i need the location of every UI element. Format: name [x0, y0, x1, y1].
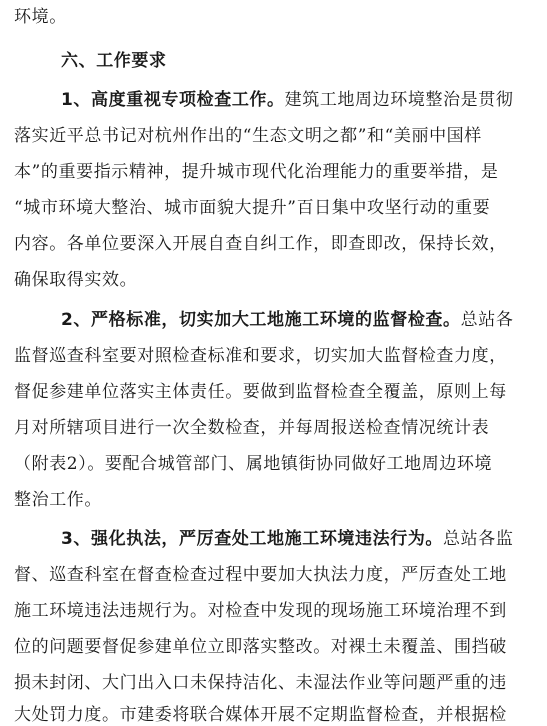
- paragraph-2-text: 总站各: [460, 310, 514, 330]
- paragraph-3-line-1: [61, 528, 513, 550]
- paragraph-2-line-3: 督促参建单位落实主体责任。要做到监督检查全覆盖，原则上每: [14, 382, 507, 402]
- paragraph-1-line-3: 本”的重要指示精神，提升城市现代化治理能力的重要举措，是: [14, 162, 499, 182]
- paragraph-2-line-2: 监督巡查科室要对照检查标准和要求，切实加大监督检查力度，: [14, 346, 507, 366]
- carryover-text: 环境。: [14, 7, 67, 27]
- paragraph-3-line-5: 损未封闭、大门出入口未保持洁化、未湿法作业等问题严重的违: [14, 673, 507, 693]
- paragraph-2-line-6: 整治工作。: [14, 490, 102, 510]
- section-heading: 六、工作要求: [61, 51, 167, 71]
- paragraph-2-line-5: （附表2）。要配合城管部门、属地镇街协同做好工地周边环境: [14, 454, 493, 474]
- paragraph-3-line-4: 位的问题要督促参建单位立即落实整改。对裸土未覆盖、围挡破: [14, 637, 507, 657]
- paragraph-1-lead: 1、高度重视专项检查工作。: [61, 90, 285, 110]
- paragraph-2-line-1: [61, 309, 513, 331]
- paragraph-3-line-2: 督、巡查科室在督查检查过程中要加大执法力度，严厉查处工地: [14, 565, 507, 585]
- paragraph-3-line-3: 施工环境违法违规行为。对检查中发现的现场施工环境治理不到: [14, 601, 507, 621]
- paragraph-3-lead: 3、强化执法，严厉查处工地施工环境违法行为。: [61, 529, 444, 549]
- paragraph-1-text: 建筑工地周边环境整治是贯彻: [284, 90, 514, 110]
- paragraph-1-line-2: 落实近平总书记对杭州作出的“生态文明之都”和“美丽中国样: [14, 126, 482, 146]
- paragraph-3-text: 总站各监: [443, 529, 514, 549]
- paragraph-2-line-4: 月对所辖项目进行一次全数检查，并每周报送检查情况统计表: [14, 418, 490, 438]
- paragraph-3-line-7: 大处罚力度。市建委将联合媒体开展不定期监督检查，并根据检: [14, 705, 507, 725]
- paragraph-2-lead: 2、严格标准，切实加大工地施工环境的监督检查。: [61, 310, 461, 330]
- paragraph-1-line-1: [61, 89, 513, 111]
- paragraph-1-line-4: “城市环境大整治、城市面貌大提升”百日集中攻坚行动的重要: [14, 198, 491, 218]
- paragraph-1-line-6: 确保取得实效。: [14, 270, 138, 290]
- paragraph-1-line-5: 内容。各单位要深入开展自查自纠工作，即查即改，保持长效，: [14, 234, 507, 254]
